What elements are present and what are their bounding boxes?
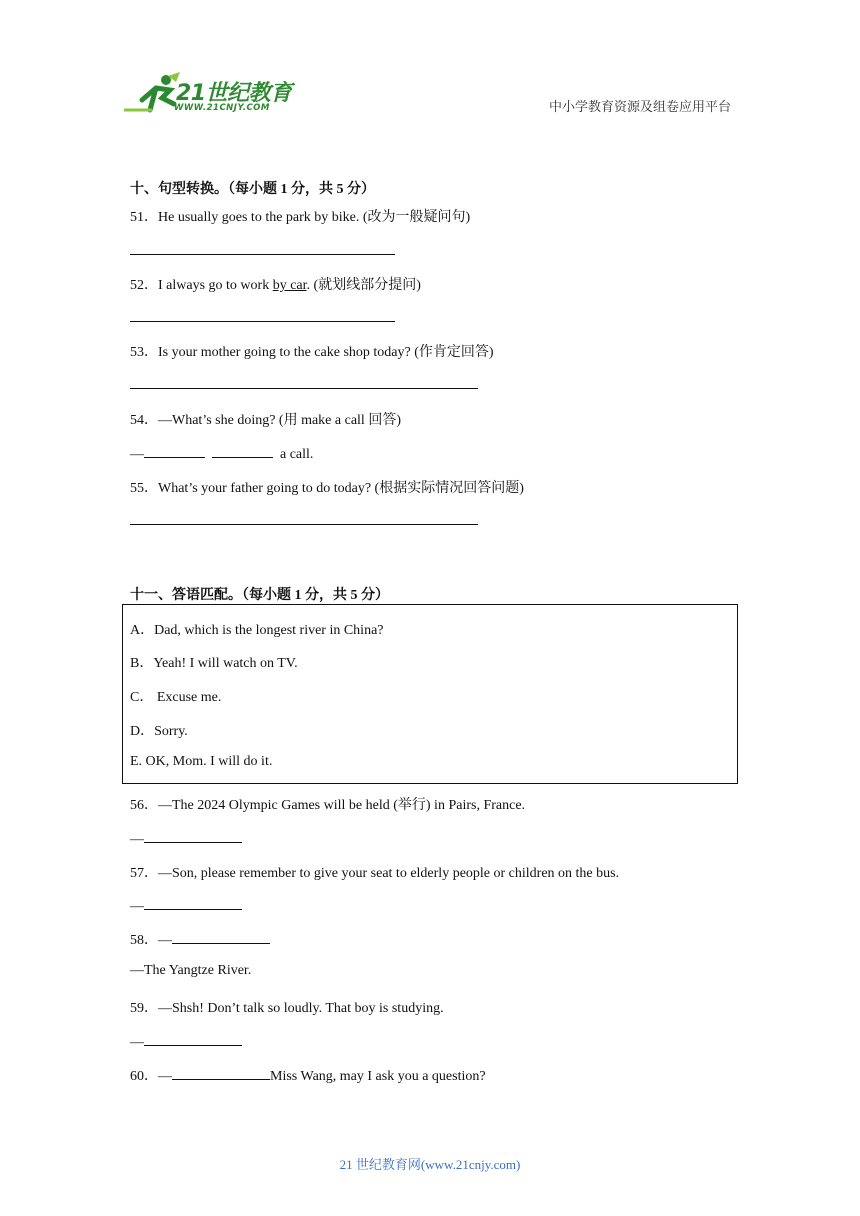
dash: — [130, 1035, 144, 1050]
blank-54-2[interactable] [212, 443, 273, 458]
question-54: 54．—What’s she doing? (用 make a call 回答) [130, 413, 401, 428]
question-58 [130, 929, 270, 949]
question-60 [130, 1065, 486, 1085]
question-52-instruction: . (就划线部分提问) [306, 278, 421, 293]
option-d: D．Sorry. [130, 724, 188, 739]
question-54-answer-end: a call. [280, 447, 314, 462]
answer-line-55[interactable] [130, 524, 478, 525]
question-55: 55．What’s your father going to do today? (根据实际情况回答问题) [130, 481, 524, 496]
logo-subtitle: WWW.21CNJY.COM [174, 103, 270, 113]
blank-58[interactable] [172, 929, 270, 944]
blank-56[interactable] [144, 828, 242, 843]
option-a: A．Dad, which is the longest river in China? [130, 623, 384, 638]
option-e: E. OK, Mom. I will do it. [130, 754, 273, 769]
question-52-text: 52．I always go to work [130, 278, 273, 293]
answer-line-52[interactable] [130, 321, 395, 322]
question-59: 59．—Shsh! Don’t talk so loudly. That boy is studying. [130, 1001, 444, 1016]
question-60-text: Miss Wang, may I ask you a question? [270, 1069, 486, 1084]
question-60-number: 60．— [130, 1069, 172, 1084]
answer-line-53[interactable] [130, 388, 478, 389]
question-53: 53．Is your mother going to the cake shop today? (作肯定回答) [130, 345, 494, 360]
blank-57[interactable] [144, 895, 242, 910]
question-54-answer [130, 443, 313, 463]
answer-57 [130, 895, 242, 915]
question-58-reply: —The Yangtze River. [130, 963, 252, 978]
question-56: 56．—The 2024 Olympic Games will be held (举行) in Pairs, France. [130, 798, 526, 813]
header-platform-text: 中小学教育资源及组卷应用平台 [549, 99, 732, 114]
question-51: 51．He usually goes to the park by bike. (改为一般疑问句) [130, 210, 471, 225]
dash: — [130, 447, 144, 462]
option-b: B．Yeah! I will watch on TV. [130, 656, 298, 671]
question-58-number: 58．— [130, 933, 172, 948]
blank-60[interactable] [172, 1065, 270, 1080]
question-52-underlined: by car [272, 278, 307, 293]
dash: — [130, 832, 144, 847]
question-52 [130, 274, 421, 294]
question-57: 57．—Son, please remember to give your seat to elderly people or children on the bus. [130, 866, 620, 881]
logo-title: 21世纪教育 [176, 81, 292, 106]
option-c: C． Excuse me. [130, 690, 222, 705]
answer-line-51[interactable] [130, 254, 395, 255]
blank-54-1[interactable] [144, 443, 205, 458]
blank-59[interactable] [144, 1031, 242, 1046]
footer-site-text: 21 世纪教育网(www.21cnjy.com) [339, 1157, 521, 1172]
answer-56 [130, 828, 242, 848]
section-11-title: 十一、答语匹配。（每小题 1 分，共 5 分） [130, 588, 389, 603]
dash: — [130, 899, 144, 914]
answer-59 [130, 1031, 242, 1051]
section-10-title: 十、句型转换。（每小题 1 分，共 5 分） [130, 182, 375, 197]
